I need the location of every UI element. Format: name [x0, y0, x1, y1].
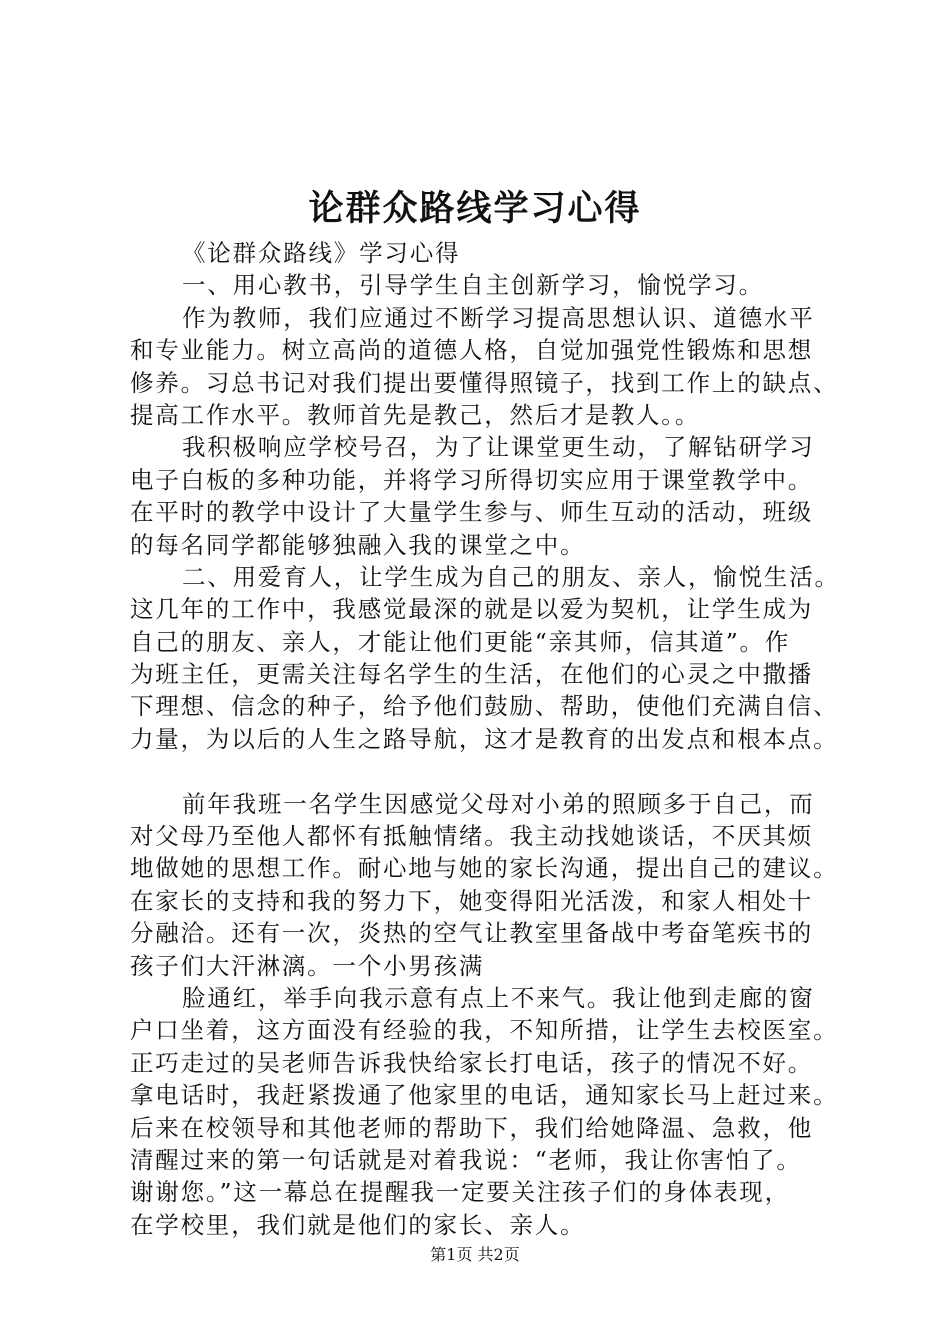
doc-line: 对父母乃至他人都怀有抵触情绪。我主动找她谈话，不厌其烦 — [130, 822, 814, 851]
doc-line: 在平时的教学中设计了大量学生参与、师生互动的活动，班级 — [130, 498, 814, 527]
doc-line: 自己的朋友、亲人，才能让他们更能“亲其师，信其道”。作 — [130, 627, 791, 656]
doc-line: 《论群众路线》学习心得 — [182, 239, 461, 267]
doc-line: 谢谢您。”这一幕总在提醒我一定要关注孩子们的身体表现， — [130, 1178, 790, 1207]
doc-line: 和专业能力。树立高尚的道德人格，自觉加强党性锻炼和思想 — [130, 336, 814, 365]
doc-line: 清醒过来的第一句话就是对着我说：“老师，我让你害怕了。 — [130, 1145, 802, 1174]
doc-line: 下理想、信念的种子，给予他们鼓励、帮助，使他们充满自信、 — [130, 692, 839, 721]
doc-line: 二、用爱育人，让学生成为自己的朋友、亲人，愉悦生活。 — [182, 562, 840, 591]
doc-line: 户口坐着，这方面没有经验的我，不知所措，让学生去校医室。 — [130, 1016, 839, 1045]
doc-line: 修养。习总书记对我们提出要懂得照镜子，找到工作上的缺点、 — [130, 368, 839, 397]
doc-line: 提高工作水平。教师首先是教己，然后才是教人。。 — [130, 400, 701, 429]
doc-line: 力量，为以后的人生之路导航，这才是教育的出发点和根本点。 — [130, 724, 839, 753]
doc-line: 正巧走过的吴老师告诉我快给家长打电话，孩子的情况不好。 — [130, 1048, 814, 1077]
doc-line: 为班主任，更需关注每名学生的生活，在他们的心灵之中撒播 — [130, 660, 814, 689]
doc-line: 拿电话时，我赶紧拨通了他家里的电话，通知家长马上赶过来。 — [130, 1081, 839, 1110]
doc-line: 前年我班一名学生因感觉父母对小弟的照顾多于自己，而 — [182, 789, 815, 818]
doc-line: 的每名同学都能够独融入我的课堂之中。 — [130, 530, 586, 559]
doc-line: 脸通红，举手向我示意有点上不来气。我让他到走廊的窗 — [182, 983, 815, 1012]
document-body — [130, 237, 845, 1241]
doc-line: 在家长的支持和我的努力下，她变得阳光活泼，和家人相处十 — [130, 886, 814, 915]
doc-line: 电子白板的多种功能，并将学习所得切实应用于课堂教学中。 — [130, 465, 814, 494]
doc-line: 后来在校领导和其他老师的帮助下，我们给她降温、急救，他 — [130, 1113, 814, 1142]
doc-line: 分融洽。还有一次，炎热的空气让教室里备战中考奋笔疾书的 — [130, 919, 814, 948]
doc-line: 作为教师，我们应通过不断学习提高思想认识、道德水平 — [182, 303, 815, 332]
doc-line: 在学校里，我们就是他们的家长、亲人。 — [130, 1210, 586, 1239]
paragraph-gap — [130, 755, 845, 787]
page-title: 论群众路线学习心得 — [308, 188, 642, 229]
doc-line: 这几年的工作中，我感觉最深的就是以爱为契机，让学生成为 — [130, 595, 814, 624]
doc-line: 我积极响应学校号召，为了让课堂更生动，了解钻研学习 — [182, 433, 815, 462]
doc-line: 孩子们大汗淋漓。一个小男孩满 — [130, 951, 485, 980]
page-footer: 第1页 共2页 — [430, 1245, 520, 1264]
doc-line: 地做她的思想工作。耐心地与她的家长沟通，提出自己的建议。 — [130, 854, 839, 883]
doc-line: 一、用心教书，引导学生自主创新学习，愉悦学习。 — [182, 271, 764, 300]
